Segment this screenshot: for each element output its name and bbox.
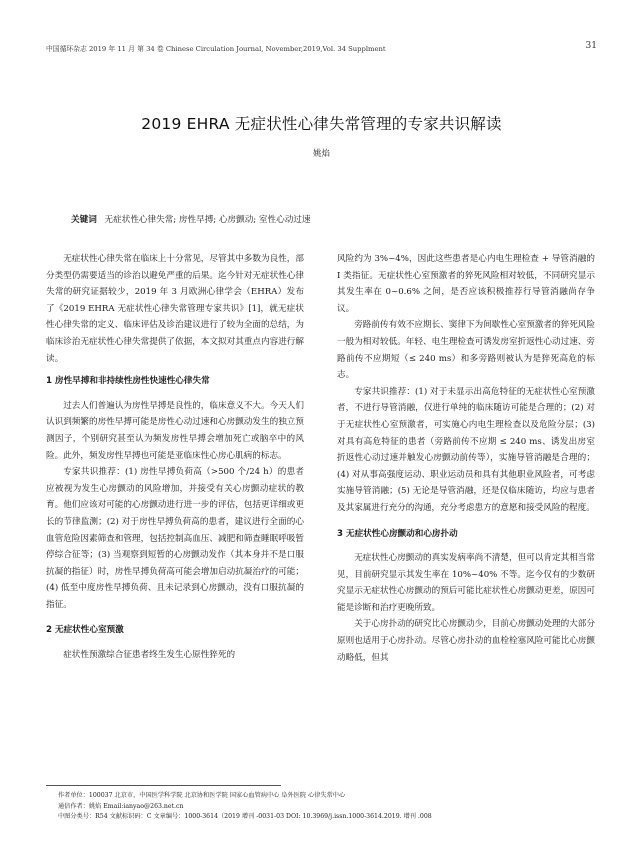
section-heading-2: 2 无症状性心室预激 — [46, 625, 124, 636]
body-paragraph: 症状性预激综合征患者终生发生心原性猝死的 — [63, 650, 236, 661]
body-paragraph: 旁路前传有效不应期长、窦律下为间歇性心室预激者的猝死风险一般为相对较低。年轻、电生理检查可诱发房室折返性心动过速、旁路前传不应期短（≤ 240 ms）和多旁路则被认为是猝死高危的标志。 — [337, 320, 595, 381]
footnote-classification: 中图分类号：R54 文献标识码：C 文章编号：1000-3614（2019 增刊 -0031-03 DOI: 10.3969/j.issn.1000-3614.2019. 增刊 .008 — [58, 813, 432, 821]
footnote-affiliation: 作者单位：100037 北京市，中国医学科学院 北京协和医学院 国家心血管病中心 阜外医院 心律失常中心 — [58, 792, 346, 799]
section-heading-3: 3 无症状性心房颤动和心房扑动 — [337, 528, 458, 539]
body-paragraph: 专家共识推荐：(1) 房性早搏负荷高（>500 个/24 h）的患者应被视为发生心房颤动的风险增加，并接受有关心房颤动症状的教育。他们应该对可能的心房颤动进行进一步的评估，包括更详细或更长的节律监测；(2) 对于房性早搏负荷高的患者，建议进行全面的心血管危险因素筛查和管理，包括控制高血压、减肥和筛查睡眠呼吸暂停综合征等；(3) 当观察到短暂的心房颤动发作（其本身并不是口服抗凝的指征）时，房性早搏负荷高可能会增加启动抗凝治疗的可能；(4) 低至中度房性早搏负荷、且未记录到心房颤动，没有口服抗凝的指征。 — [46, 467, 304, 610]
section-heading-1: 1 房性早搏和非持续性房性快速性心律失常 — [46, 376, 210, 387]
body-paragraph: 过去人们普遍认为房性早搏是良性的，临床意义不大。今天人们认识到频繁的房性早搏可能是房性心动过速和心房颤动发生的独立预测因子，个别研究甚至认为频发房性早搏会增加死亡或脑卒中的风险。此外，频发房性早搏也可能是亚临床性心房心肌病的标志。 — [46, 400, 304, 461]
body-paragraph: 关于心房扑动的研究比心房颤动少，目前心房颤动处理的大部分原则也适用于心房扑动。尽管心房扑动的血栓栓塞风险可能比心房颤动略低，但其 — [337, 619, 595, 663]
footnote-divider — [46, 785, 281, 786]
right-text-column — [337, 251, 595, 666]
body-paragraph: 无症状性心房颤动的真实发病率尚不清楚，但可以肯定其相当常见，目前研究显示其发生率在 10%~40% 不等。迄今仅有的少数研究显示无症状性心房颤动的预后可能比症状性心房颤动更差，原因可能是诊断和治疗更晚所致。 — [337, 553, 595, 613]
journal-citation-line: 中国循环杂志 2019 年 11 月 第 34 卷 Chinese Circulation Journal, November,2019,Vol. 34 Supplment — [46, 45, 386, 53]
article-title: 2019 EHRA 无症状性心律失常管理的专家共识解读 — [141, 115, 502, 133]
footnote-correspondence: 通信作者：姚焰 Email:ianyao@263.net.cn — [58, 802, 184, 810]
body-paragraph: 专家共识推荐：(1) 对于未显示出高危特征的无症状性心室预激者，不进行导管消融，仅进行单纯的临床随访可能是合理的；(2) 对于无症状性心室预激者，可实施心内电生理检查以及危险分层；(3) 对具有高危特征的患者（旁路前传不应期 ≤ 240 ms、诱发出房室折返性心动过速并触发心房颤动前传等），实施导管消融是合理的；(4) 对从事高强度运动、职业运动员和具有其他职业风险者，可考虑实施导管消融；(5) 无论是导管消融，还是仅临床随访，均应与患者及其家属进行充分的沟通，充分考虑患方的意愿和接受风险的程度。 — [337, 386, 595, 513]
page-number: 31 — [585, 41, 597, 51]
left-text-column — [46, 251, 304, 664]
footnotes — [58, 791, 598, 823]
keywords-text: 无症状性心律失常; 房性早搏; 心房颤动; 室性心动过速 — [104, 215, 311, 225]
running-header — [46, 41, 597, 55]
intro-paragraph: 无症状性心律失常在临床上十分常见，尽管其中多数为良性，部分类型仍需要适当的诊治以避免严重的后果。迄今针对无症状性心律失常的研究证据较少，2019 年 3 月欧洲心律学会（EHRA）发布了《2019 EHRA 无症状性心律失常管理专家共识》[1]，就无症状性心律失常的定义、临床评估及诊治建议进行了较为全面的总结，为临床诊治无症状性心律失常提供了依据，本文拟对其重点内容进行解读。 — [46, 254, 304, 364]
keywords-line — [71, 213, 601, 225]
body-paragraph-continued: 风险约为 3%~4%，因此这些患者是心内电生理检查 + 导管消融的 Ⅰ 类指征。无症状性心室预激者的猝死风险相对较低，不同研究显示其发生率在 0~0.6% 之间，是否应该积极推荐行导管消融尚存争议。 — [337, 254, 595, 314]
article-author: 姚焰 — [312, 149, 330, 159]
keywords-label: 关键词 — [71, 215, 97, 225]
